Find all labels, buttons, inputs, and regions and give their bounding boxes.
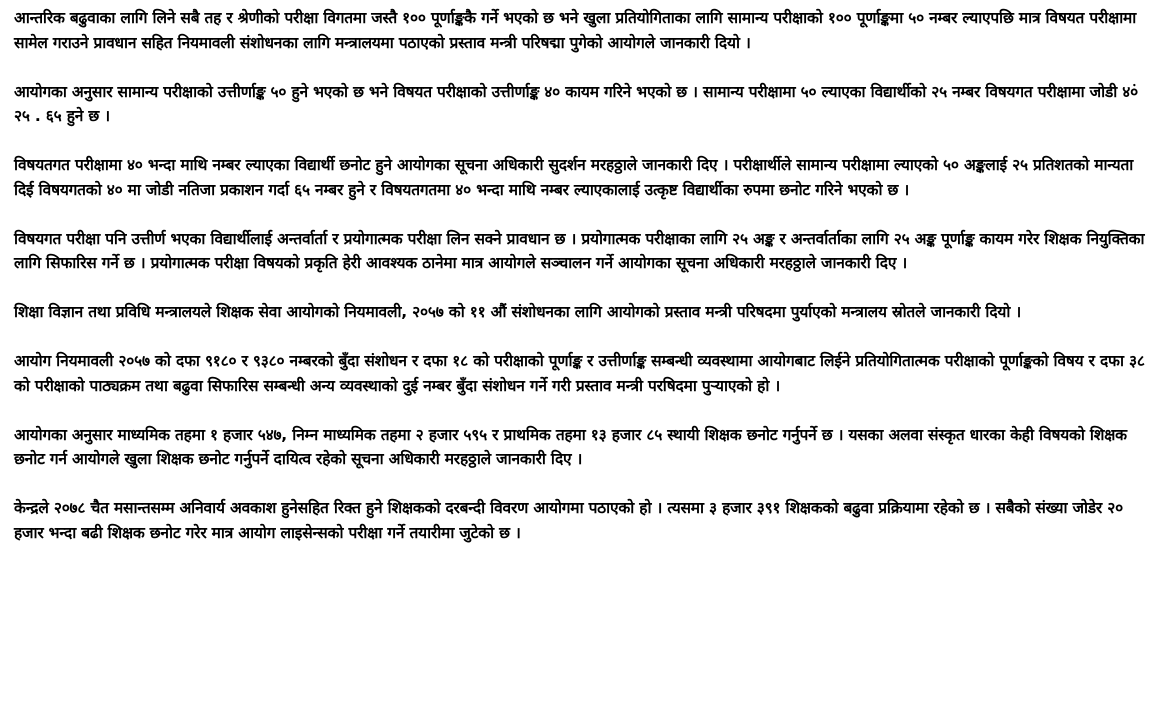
paragraph-5: शिक्षा विज्ञान तथा प्रविधि मन्त्रालयले शिक्षक सेवा आयोगको नियमावली, २०५७ को ११ औं संशोधनका लागि आयोगको प्रस्ताव मन्त्री परिषदमा पुर्याएको मन्त्रालय स्रोतले जानकारी दियो । — [14, 303, 1022, 321]
paragraph-4: विषयगत परीक्षा पनि उत्तीर्ण भएका विद्यार्थीलाई अन्तर्वार्ता र प्रयोगात्मक परीक्षा लिन सक्ने प्रावधान छ । प्रयोगात्मक परीक्षाका लागि २५ अङ्क र अन्तर्वार्ताका लागि २५ अङ्क पूर्णाङ्क कायम गरेर शिक्षक नियुक्तिका लागि सिफारिस गर्ने छ । प्रयोगात्मक परीक्षा विषयको प्रकृति हेरी आवश्यक ठानेमा मात्र आयोगले सञ्चालन गर्ने आयोगका सूचना अधिकारी मरहठ्ठाले जानकारी दिए । — [14, 229, 1145, 272]
paragraph-7: आयोगका अनुसार माध्यमिक तहमा १ हजार ५४७, निम्न माध्यमिक तहमा २ हजार ५९५ र प्राथमिक तहमा १३ हजार ८५ स्थायी शिक्षक छनोट गर्नुपर्ने छ । यसका अलवा संस्कृत धारका केही विषयको शिक्षक छनोट गर्न आयोगले खुला शिक्षक छनोट गर्नुपर्ने दायित्व रहेको सूचना अधिकारी मरहठ्ठाले जानकारी दिए । — [14, 425, 1127, 468]
article-body — [14, 6, 1149, 545]
paragraph-6: आयोग नियमावली २०५७ को दफा ९१८० र ९३८० नम्बरको बुँदा संशोधन र दफा १८ को परीक्षाको पूर्णाङ्क र उत्तीर्णाङ्क सम्बन्धी व्यवस्थामा आयोगबाट लिईने प्रतियोगितात्मक परीक्षाको पूर्णाङ्कको विषय र दफा ३८ को परीक्षाको पाठ्यक्रम तथा बढुवा सिफारिस सम्बन्धी अन्य व्यवस्थाको दुई नम्बर बुँदा संशोधन गर्ने गरी प्रस्ताव मन्त्री परषिदमा पुऱ्याएको हो । — [14, 352, 1145, 395]
paragraph-3: विषयतगत परीक्षामा ४० भन्दा माथि नम्बर ल्याएका विद्यार्थी छनोट हुने आयोगका सूचना अधिकारी सुदर्शन मरहठ्ठाले जानकारी दिए । परीक्षार्थीले सामान्य परीक्षामा ल्याएको ५० अङ्कलाई २५ प्रतिशतको मान्यता दिई विषयगतको ४० मा जोडी नतिजा प्रकाशन गर्दा ६५ नम्बर हुने र विषयतगतमा ४० भन्दा माथि नम्बर ल्याएकालाई उत्कृष्ट विद्यार्थीका रुपमा छनोट गरिने भएको छ । — [14, 156, 1134, 199]
paragraph-8: केन्द्रले २०७८ चैत मसान्तसम्म अनिवार्य अवकाश हुनेसहित रिक्त हुने शिक्षकको दरबन्दी विवरण आयोगमा पठाएको हो । त्यसमा ३ हजार ३९१ शिक्षकको बढुवा प्रक्रियामा रहेको छ । सबैको संख्या जोडेर २० हजार भन्दा बढी शिक्षक छनोट गरेर मात्र आयोग लाइसेन्सको परीक्षा गर्ने तयारीमा जुटेको छ । — [14, 499, 1123, 542]
paragraph-1: आन्तरिक बढुवाका लागि लिने सबै तह र श्रेणीको परीक्षा विगतमा जस्तै १०० पूर्णाङ्ककै गर्ने भएको छ भने खुला प्रतियोगिताका लागि सामान्य परीक्षाको १०० पूर्णाङ्कमा ५० नम्बर ल्याएपछि मात्र विषयत परीक्षामा सामेल गराउने प्रावधान सहित नियमावली संशोधनका लागि मन्त्रालयमा पठाएको प्रस्ताव मन्त्री परिषद्मा पुगेको आयोगले जानकारी दियो । — [14, 9, 1137, 52]
paragraph-2: आयोगका अनुसार सामान्य परीक्षाको उत्तीर्णाङ्क ५० हुने भएको छ भने विषयत परीक्षाको उत्तीर्णाङ्क ४० कायम गरिने भएको छ । सामान्य परीक्षामा ५० ल्याएका विद्यार्थीको २५ नम्बर विषयगत परीक्षामा जोडी ४०ं २५ . ६५ हुने छ । — [14, 82, 1139, 125]
